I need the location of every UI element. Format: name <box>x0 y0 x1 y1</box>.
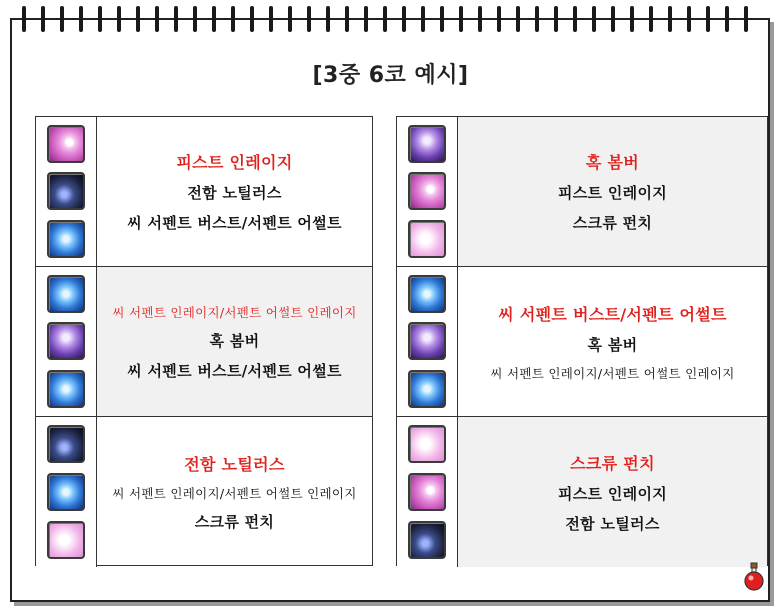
skill-icon-column <box>36 117 97 266</box>
binding-ring <box>744 6 748 32</box>
skill-name: 스크류 펀치 <box>194 513 275 531</box>
binding-ring <box>630 6 634 32</box>
binding-ring <box>706 6 710 32</box>
potion-icon <box>742 562 766 592</box>
binding-ring <box>60 6 64 32</box>
purple-vortex-icon <box>408 125 446 163</box>
fist-blast-faded-icon <box>408 425 446 463</box>
binding-ring <box>421 6 425 32</box>
binding-ring <box>440 6 444 32</box>
binding-ring <box>212 6 216 32</box>
skill-name: 피스트 인레이지 <box>557 484 668 503</box>
shock-wave-icon <box>408 370 446 408</box>
binding-ring <box>250 6 254 32</box>
fist-blast-faded-icon <box>47 521 85 559</box>
spiral-binding <box>22 6 762 32</box>
binding-ring <box>668 6 672 32</box>
dark-strike-icon <box>408 521 446 559</box>
skill-name: 혹 봄버 <box>209 331 260 350</box>
shock-wave-icon <box>47 220 85 258</box>
page-title: [3중 6코 예시] <box>312 63 469 88</box>
binding-ring <box>193 6 197 32</box>
core-skill-name: 혹 봄버 <box>585 153 640 172</box>
dark-strike-icon <box>47 425 85 463</box>
binding-ring <box>554 6 558 32</box>
skill-icon-column <box>36 267 97 416</box>
combo-description <box>97 417 372 567</box>
shock-wave-icon <box>47 275 85 313</box>
combo-row <box>397 267 767 417</box>
skill-name: 스크류 펀치 <box>572 214 653 232</box>
purple-vortex-icon <box>47 322 85 360</box>
binding-ring <box>535 6 539 32</box>
combo-description <box>97 117 372 266</box>
binding-ring <box>725 6 729 32</box>
binding-ring <box>155 6 159 32</box>
combo-table-right <box>396 116 768 566</box>
skill-icon-column <box>397 267 458 416</box>
skill-name: 씨 서펜트 버스트/서펜트 어썰트 <box>127 214 342 232</box>
shock-wave-icon <box>47 370 85 408</box>
core-skill-name: 씨 서펜트 인레이지/서펜트 어썰트 인레이지 <box>112 304 357 320</box>
combo-description <box>458 117 767 266</box>
binding-ring <box>22 6 26 32</box>
core-skill-name: 씨 서펜트 버스트/서펜트 어썰트 <box>498 304 727 324</box>
binding-ring <box>573 6 577 32</box>
core-skill-name: 피스트 인레이지 <box>176 153 293 172</box>
binding-ring <box>478 6 482 32</box>
combo-description <box>458 417 767 567</box>
binding-ring <box>136 6 140 32</box>
shock-wave-icon <box>408 275 446 313</box>
binding-ring <box>516 6 520 32</box>
fist-blast-icon <box>408 473 446 511</box>
combo-description <box>97 267 372 416</box>
fist-blast-faded-icon <box>408 220 446 258</box>
binding-ring <box>288 6 292 32</box>
skill-name: 씨 서펜트 인레이지/서펜트 어썰트 인레이지 <box>112 486 357 501</box>
binding-ring <box>98 6 102 32</box>
binding-ring <box>345 6 349 32</box>
skill-name: 피스트 인레이지 <box>557 184 668 202</box>
combo-row <box>397 417 767 567</box>
skill-name: 전함 노틸러스 <box>565 514 660 533</box>
binding-ring <box>687 6 691 32</box>
dark-strike-icon <box>47 172 85 210</box>
skill-name: 씨 서펜트 버스트/서펜트 어썰트 <box>127 361 342 380</box>
combo-row <box>36 117 372 267</box>
combo-row <box>36 417 372 567</box>
binding-ring <box>459 6 463 32</box>
combo-table-left <box>35 116 373 566</box>
purple-vortex-icon <box>408 322 446 360</box>
shock-wave-icon <box>47 473 85 511</box>
binding-ring <box>231 6 235 32</box>
fist-blast-icon <box>408 172 446 210</box>
binding-ring <box>269 6 273 32</box>
combo-row <box>36 267 372 417</box>
binding-ring <box>41 6 45 32</box>
binding-ring <box>402 6 406 32</box>
fist-blast-icon <box>47 125 85 163</box>
binding-ring <box>649 6 653 32</box>
skill-icon-column <box>36 417 97 567</box>
binding-ring <box>79 6 83 32</box>
core-skill-name: 스크류 펀치 <box>570 453 655 473</box>
binding-ring <box>364 6 368 32</box>
skill-name: 씨 서펜트 인레이지/서펜트 어썰트 인레이지 <box>490 365 735 381</box>
binding-ring <box>174 6 178 32</box>
binding-ring <box>383 6 387 32</box>
binding-ring <box>497 6 501 32</box>
skill-name: 전함 노틸러스 <box>187 184 282 202</box>
binding-ring <box>307 6 311 32</box>
skill-icon-column <box>397 417 458 567</box>
core-skill-name: 전함 노틸러스 <box>184 455 285 474</box>
binding-ring <box>592 6 596 32</box>
binding-ring <box>326 6 330 32</box>
binding-ring <box>117 6 121 32</box>
skill-name: 혹 봄버 <box>587 335 638 354</box>
combo-description <box>458 267 767 416</box>
binding-ring <box>611 6 615 32</box>
combo-row <box>397 117 767 267</box>
skill-icon-column <box>397 117 458 266</box>
